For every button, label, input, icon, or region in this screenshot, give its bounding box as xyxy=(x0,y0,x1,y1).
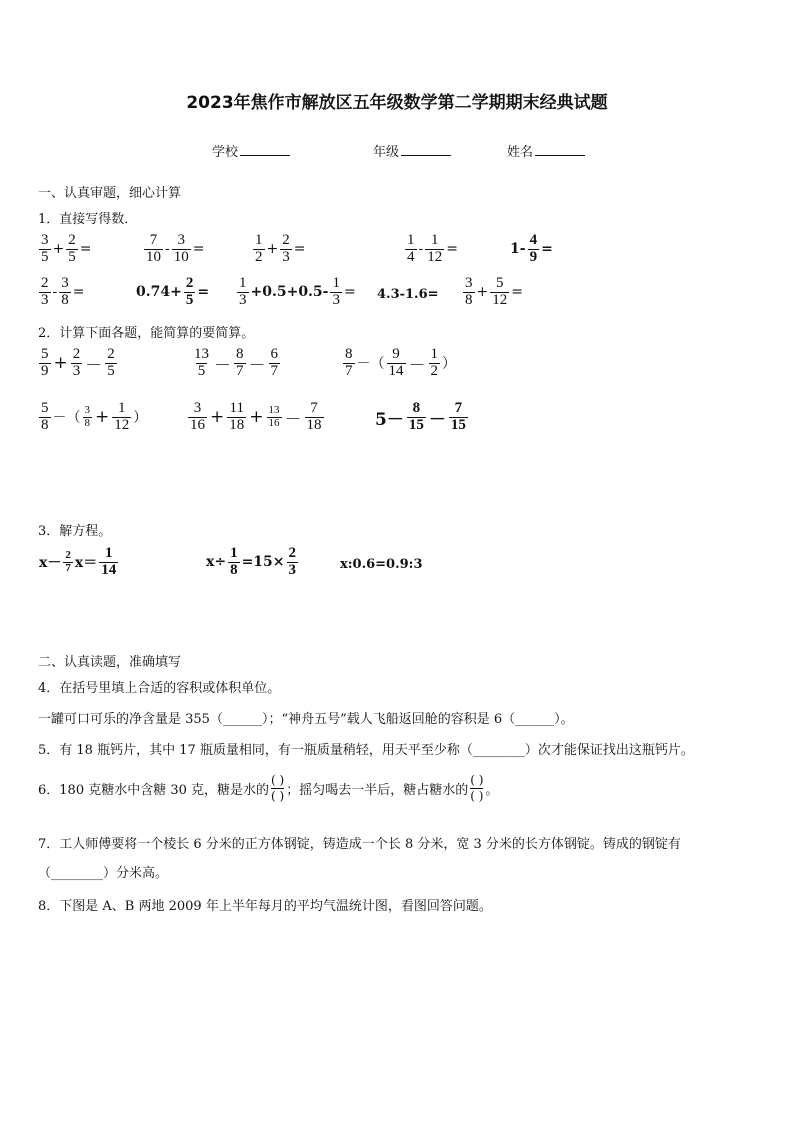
calc-2-5: $\frac{3}{8}$ + $\frac{5}{12}$ = xyxy=(465,275,523,308)
section-2-heading: 二、认真读题，准确填写 xyxy=(38,655,182,670)
calc-1-3: $\frac{1}{2}$ + $\frac{2}{3}$ = xyxy=(255,232,306,265)
calc-2-1: $\frac{2}{3}$ - $\frac{3}{8}$ = xyxy=(41,275,85,308)
simplify-3: $\frac{8}{7}$ －（ $\frac{9}{14}$ － $\frac{1}{2}$ ） xyxy=(345,346,456,379)
equation-3: x:0.6=0.9:3 xyxy=(340,557,423,572)
simplify-6: 5－ $\frac{8}{15}$ － $\frac{7}{15}$ xyxy=(375,400,466,433)
question-8: 8．下图是 A、B 两地 2009 年上半年每月的平均气温统计图，看图回答问题。 xyxy=(38,899,492,914)
calc-2-2: 0.74+ $\frac{2}{5}$ = xyxy=(136,275,210,308)
grade-field: 年级 xyxy=(373,141,451,160)
question-2: 2．计算下面各题，能简算的要简算。 xyxy=(38,326,255,341)
calc-1-5: 1- $\frac{4}{9}$ = xyxy=(510,232,553,265)
calc-1-4: $\frac{1}{4}$ - $\frac{1}{12}$ = xyxy=(407,232,458,265)
question-4: 4．在括号里填上合适的容积或体积单位。 xyxy=(38,681,281,696)
simplify-2: $\frac{13}{5}$ － $\frac{8}{7}$ － $\frac{6}{7}$ xyxy=(194,346,278,379)
grade-blank[interactable] xyxy=(401,143,451,156)
question-6: 6．180 克糖水中含糖 30 克，糖是水的 ( ) ( ) ；摇匀喝去一半后，糖占糖水的 ( ) ( ) 。 xyxy=(38,773,499,803)
question-5: 5．有 18 瓶钙片，其中 17 瓶质量相同，有一瓶质量稍轻，用天平至少称（________）次才能保证找出这瓶钙片。 xyxy=(38,743,694,758)
question-7: 7．工人师傅要将一个棱长 6 分米的正方体钢锭，铸造成一个长 8 分米，宽 3 分米的长方体钢锭。铸成的钢锭有 xyxy=(38,837,681,852)
page-title: 2023年焦作市解放区五年级数学第二学期期末经典试题 xyxy=(186,93,608,113)
name-blank[interactable] xyxy=(535,143,585,156)
name-field: 姓名 xyxy=(507,141,585,160)
calc-1-1: $\frac{3}{5}$ + $\frac{2}{5}$ = xyxy=(41,232,92,265)
blank-fraction-2[interactable]: ( ) ( ) xyxy=(470,773,484,803)
school-blank[interactable] xyxy=(240,143,290,156)
question-7-cont: （________）分米高。 xyxy=(38,866,169,881)
question-4-line: 一罐可口可乐的净含量是 355（______）；“神舟五号”载人飞船返回舱的容积是 6（______）。 xyxy=(38,712,574,727)
calc-1-2: $\frac{7}{10}$ - $\frac{3}{10}$ = xyxy=(146,232,205,265)
school-field: 学校 xyxy=(212,141,290,160)
section-1-heading: 一、认真审题，细心计算 xyxy=(38,186,182,201)
equation-2: x÷ $\frac{1}{8}$ =15× $\frac{2}{3}$ xyxy=(206,545,297,578)
question-1: 1．直接写得数． xyxy=(38,212,138,227)
equation-1: x－ $\frac{2}{7}$ x＝ $\frac{1}{14}$ xyxy=(39,545,117,578)
simplify-5: $\frac{3}{16}$ + $\frac{11}{18}$ + $\frac{13}{16}$ － $\frac{7}{18}$ xyxy=(190,400,322,433)
calc-2-3: $\frac{1}{3}$ +0.5+0.5- $\frac{1}{3}$ = xyxy=(239,275,356,308)
simplify-1: $\frac{5}{9}$ + $\frac{2}{3}$ － $\frac{2}{5}$ xyxy=(41,346,115,379)
question-3: 3．解方程。 xyxy=(38,524,112,539)
calc-2-4: 4.3-1.6= xyxy=(377,287,439,302)
blank-fraction-1[interactable]: ( ) ( ) xyxy=(271,773,285,803)
simplify-4: $\frac{5}{8}$ －（ $\frac{3}{8}$ + $\frac{1}{12}$ ） xyxy=(41,400,148,433)
